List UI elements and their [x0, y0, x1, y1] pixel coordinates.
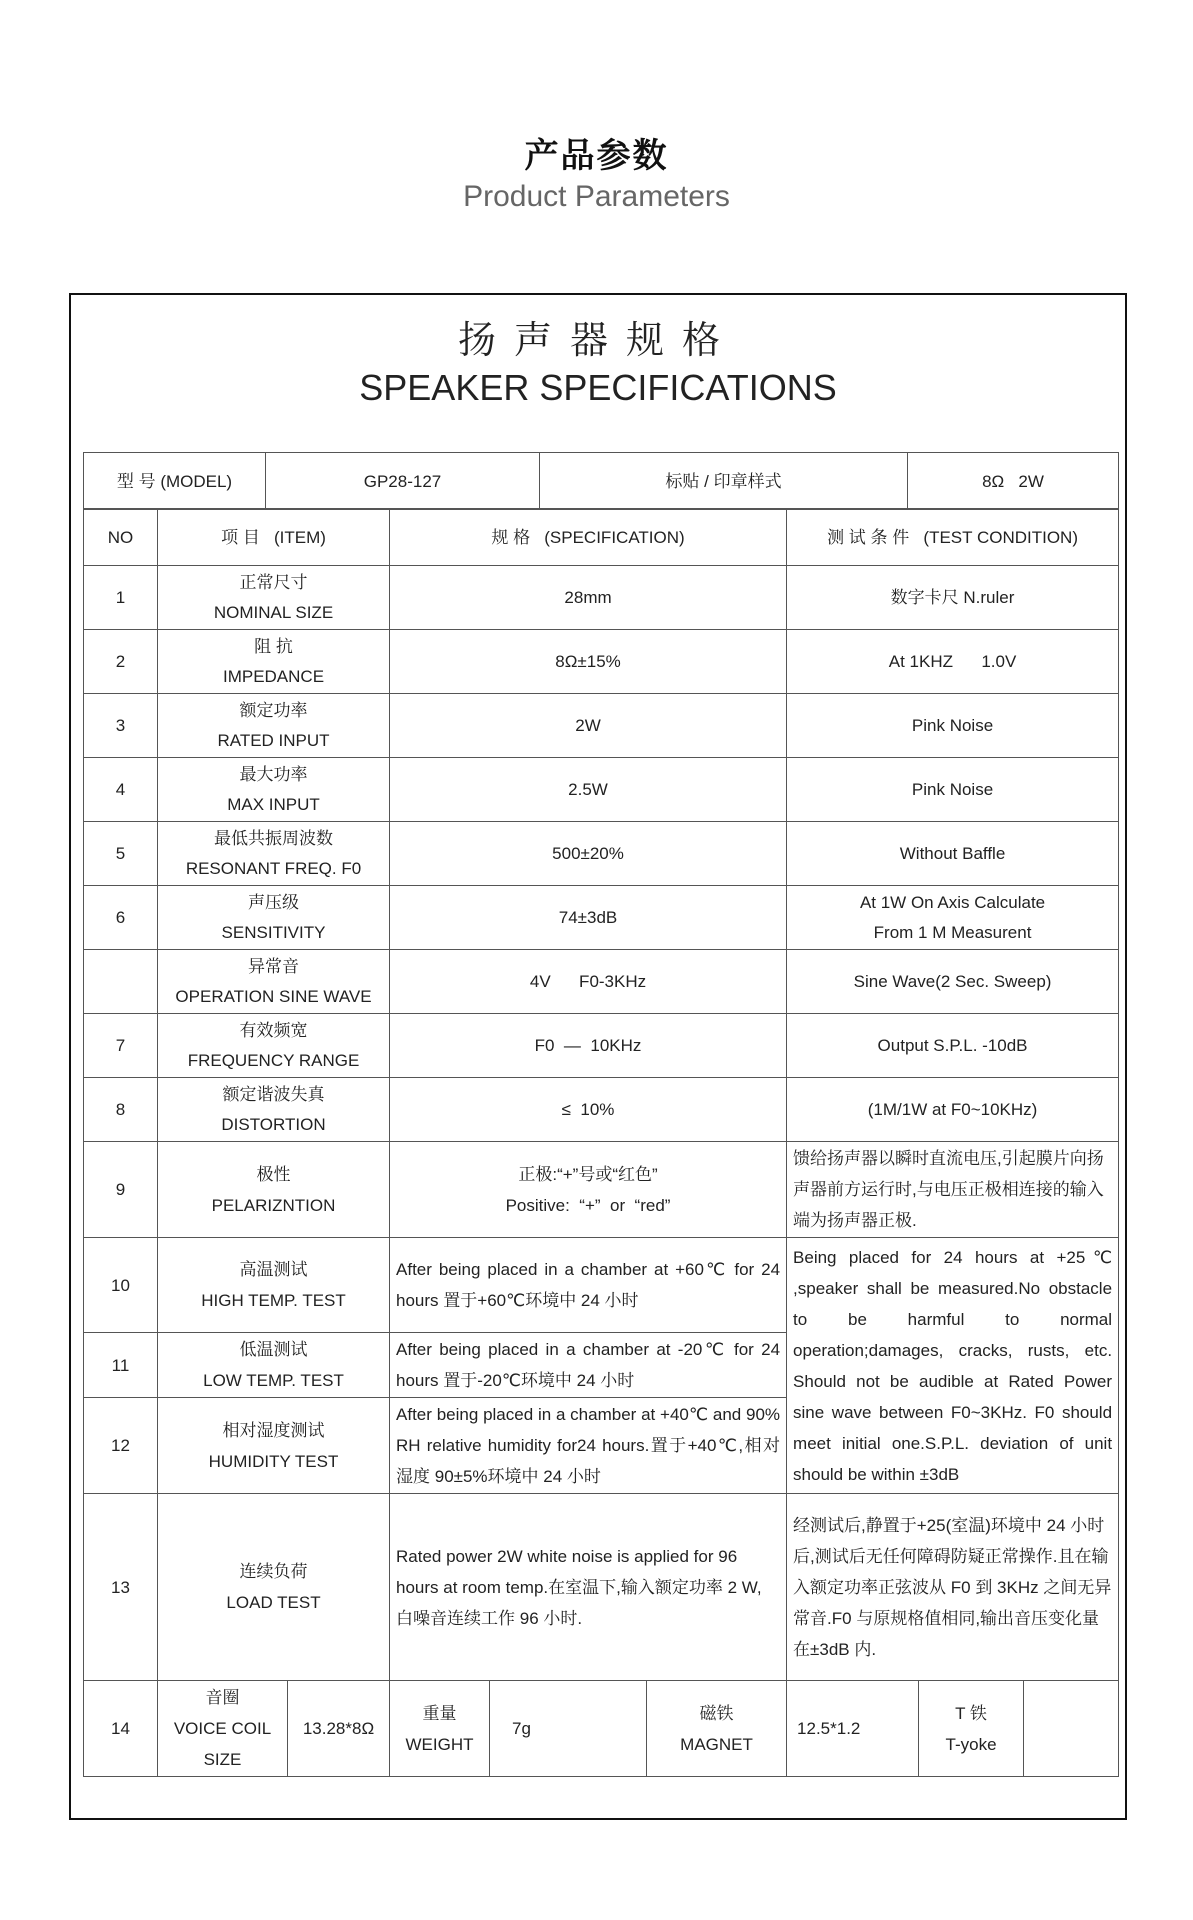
shared-test-condition: Being placed for 24 hours at +25℃ ,speaker shall be measured.No obstacle to be harmful to normal operation;damages, cracks, rusts, etc. Should not be audible at Rated Power sine wave between F0~3KHz. F0 should meet initial one.S.P.L. deviation of unit should be within ±3dB — [787, 1238, 1119, 1494]
row-spec: 28mm — [390, 566, 787, 630]
row-item — [158, 1014, 390, 1078]
magnet-label — [647, 1681, 787, 1777]
row-test: 经测试后,静置于+25(室温)环境中 24 小时后,测试后无任何障碍防疑正常操作.且在输入额定功率正弦波从 F0 到 3KHz 之间无异常音.F0 与原规格值相同,输出音压变化量在±3dB 内. — [787, 1494, 1119, 1681]
table-row — [84, 694, 1119, 758]
table-row — [84, 1142, 1119, 1238]
row-test: Output S.P.L. -10dB — [787, 1014, 1119, 1078]
weight-value: 7g — [490, 1681, 647, 1777]
row-spec: ≤ 10% — [390, 1078, 787, 1142]
row-spec: 2W — [390, 694, 787, 758]
table-row — [84, 1014, 1119, 1078]
item-cn: 相对湿度测试 — [222, 1420, 325, 1440]
col-test: 测 试 条 件 (TEST CONDITION) — [787, 509, 1119, 566]
row-test: 数字卡尺 N.ruler — [787, 566, 1119, 630]
row-no: 5 — [84, 822, 158, 886]
row-no: 3 — [84, 694, 158, 758]
item-cn: 异常音 — [248, 956, 299, 976]
yoke-value-empty — [1024, 1681, 1118, 1776]
row-item — [158, 822, 390, 886]
item-en: DISTORTION — [221, 1114, 326, 1134]
spec-line-2: Positive: “+” or “red” — [505, 1195, 671, 1215]
yoke-en: T-yoke — [945, 1734, 997, 1754]
table-row — [84, 1494, 1119, 1681]
table-row — [84, 886, 1119, 950]
row-no: 8 — [84, 1078, 158, 1142]
item-cn: 极性 — [256, 1164, 291, 1184]
row-no: 10 — [84, 1238, 158, 1333]
row-item — [158, 1142, 390, 1238]
row-spec: 74±3dB — [390, 886, 787, 950]
spec-sheet-frame — [69, 293, 1127, 1820]
row-spec: F0 — 10KHz — [390, 1014, 787, 1078]
row-test — [787, 886, 1119, 950]
item-en: IMPEDANCE — [222, 666, 325, 686]
row-test: 馈给扬声器以瞬时直流电压,引起膜片向扬声器前方运行时,与电压正极相连接的输入端为扬声器正极. — [787, 1142, 1119, 1238]
row-item — [158, 1398, 390, 1494]
row-test: (1M/1W at F0~10KHz) — [787, 1078, 1119, 1142]
table-row — [84, 630, 1119, 694]
row-test: Pink Noise — [787, 758, 1119, 822]
test-line-2: From 1 M Measurent — [873, 922, 1032, 942]
row-item — [158, 1333, 390, 1398]
item-en: OPERATION SINE WAVE — [175, 986, 372, 1006]
item-cn: 正常尺寸 — [239, 572, 308, 592]
row-test: Sine Wave(2 Sec. Sweep) — [787, 950, 1119, 1014]
label-type: 标贴 / 印章样式 — [540, 453, 908, 510]
table-row — [84, 950, 1119, 1014]
row-no: 2 — [84, 630, 158, 694]
yoke-label — [919, 1681, 1024, 1776]
item-cn: 有效频宽 — [239, 1020, 308, 1040]
item-en: HUMIDITY TEST — [208, 1451, 339, 1471]
row-no: 11 — [84, 1333, 158, 1398]
row-spec: 500±20% — [390, 822, 787, 886]
item-en: SENSITIVITY — [221, 922, 326, 942]
row-no: 14 — [84, 1681, 158, 1777]
spec-line-1: 正极:“+”号或“红色” — [518, 1164, 658, 1184]
row-spec: 4V F0-3KHz — [390, 950, 787, 1014]
row-spec: After being placed in a chamber at -20℃ for 24 hours 置于-20℃环境中 24 小时 — [390, 1333, 787, 1398]
item-en: PELARIZNTION — [211, 1195, 336, 1215]
voice-coil-value: 13.28*8Ω — [288, 1681, 390, 1777]
row-spec: Rated power 2W white noise is applied for 96 hours at room temp.在室温下,输入额定功率 2 W, 白噪音连续工作 96 小时. — [390, 1494, 787, 1681]
item-cn: 声压级 — [248, 892, 299, 912]
item-en: HIGH TEMP. TEST — [201, 1291, 346, 1310]
row-item — [158, 566, 390, 630]
item-en: RESONANT FREQ. F0 — [185, 858, 362, 878]
model-rating: 8Ω 2W — [908, 453, 1119, 510]
item-en: LOW TEMP. TEST — [203, 1371, 344, 1390]
col-spec: 规 格 (SPECIFICATION) — [390, 509, 787, 566]
row-no: 9 — [84, 1142, 158, 1238]
row-item — [158, 1238, 390, 1333]
item-cn: 连续负荷 — [239, 1562, 308, 1581]
row-item — [158, 1494, 390, 1681]
row-spec: After being placed in a chamber at +60℃ for 24 hours 置于+60℃环境中 24 小时 — [390, 1238, 787, 1333]
item-en: MAX INPUT — [227, 794, 320, 814]
spec-title-en: SPEAKER SPECIFICATIONS — [359, 367, 837, 408]
col-item: 项 目 (ITEM) — [158, 509, 390, 566]
col-no: NO — [84, 509, 158, 566]
voice-coil-label — [158, 1681, 288, 1777]
magnet-en: MAGNET — [680, 1734, 753, 1754]
row-test: Pink Noise — [787, 694, 1119, 758]
item-cn: 阻 抗 — [254, 636, 293, 656]
model-value: GP28-127 — [266, 453, 540, 510]
item-en: NOMINAL SIZE — [213, 602, 334, 622]
spec-title-cn: 扬声器规格 — [457, 320, 738, 362]
item-cn: 高温测试 — [239, 1260, 308, 1279]
item-cn: 额定功率 — [239, 700, 308, 720]
row-item — [158, 886, 390, 950]
row-item — [158, 630, 390, 694]
model-label: 型 号 (MODEL) — [84, 453, 266, 510]
voice-coil-en-2: SIZE — [203, 1750, 242, 1769]
voice-coil-en-1: VOICE COIL — [173, 1719, 272, 1738]
row-item — [158, 758, 390, 822]
row-spec: 8Ω±15% — [390, 630, 787, 694]
row-no: 13 — [84, 1494, 158, 1681]
row-no: 6 — [84, 886, 158, 950]
row-item — [158, 950, 390, 1014]
item-cn: 低温测试 — [239, 1340, 308, 1359]
item-en: LOAD TEST — [226, 1593, 321, 1612]
row-no: 12 — [84, 1398, 158, 1494]
weight-label: 重量 WEIGHT — [390, 1681, 490, 1777]
row-no — [84, 950, 158, 1014]
spec-table — [83, 508, 1119, 1777]
item-cn: 最低共振周波数 — [214, 828, 333, 848]
table-row — [84, 1681, 1119, 1777]
page-subtitle: Product Parameters — [463, 180, 730, 213]
page-title: 产品参数 — [524, 137, 669, 175]
table-row — [84, 1238, 1119, 1333]
row-no: 4 — [84, 758, 158, 822]
test-line-1: At 1W On Axis Calculate — [859, 892, 1046, 912]
row-item — [158, 1078, 390, 1142]
magnet-value: 12.5*1.2 — [787, 1681, 919, 1777]
row-test: Without Baffle — [787, 822, 1119, 886]
table-row — [84, 822, 1119, 886]
model-row — [84, 453, 1119, 510]
item-cn: 最大功率 — [239, 764, 308, 784]
row-test: At 1KHZ 1.0V — [787, 630, 1119, 694]
table-row — [84, 1078, 1119, 1142]
row-item — [158, 694, 390, 758]
row-spec — [390, 1142, 787, 1238]
row-spec: After being placed in a chamber at +40℃ and 90% RH relative humidity for24 hours.置于+40℃,相对湿度 90±5%环境中 24 小时 — [390, 1398, 787, 1494]
yoke-cn: T 铁 — [955, 1703, 987, 1723]
table-row — [84, 758, 1119, 822]
model-table — [83, 452, 1119, 510]
item-en: FREQUENCY RANGE — [187, 1050, 360, 1070]
item-cn: 额定谐波失真 — [222, 1084, 325, 1104]
item-en: RATED INPUT — [217, 730, 330, 750]
row-spec: 2.5W — [390, 758, 787, 822]
table-row — [84, 566, 1119, 630]
yoke-cell — [919, 1681, 1119, 1777]
magnet-cn: 磁铁 — [699, 1703, 734, 1723]
table-header-row — [84, 509, 1119, 566]
voice-coil-cn: 音圈 — [205, 1688, 240, 1707]
row-no: 7 — [84, 1014, 158, 1078]
row-no: 1 — [84, 566, 158, 630]
